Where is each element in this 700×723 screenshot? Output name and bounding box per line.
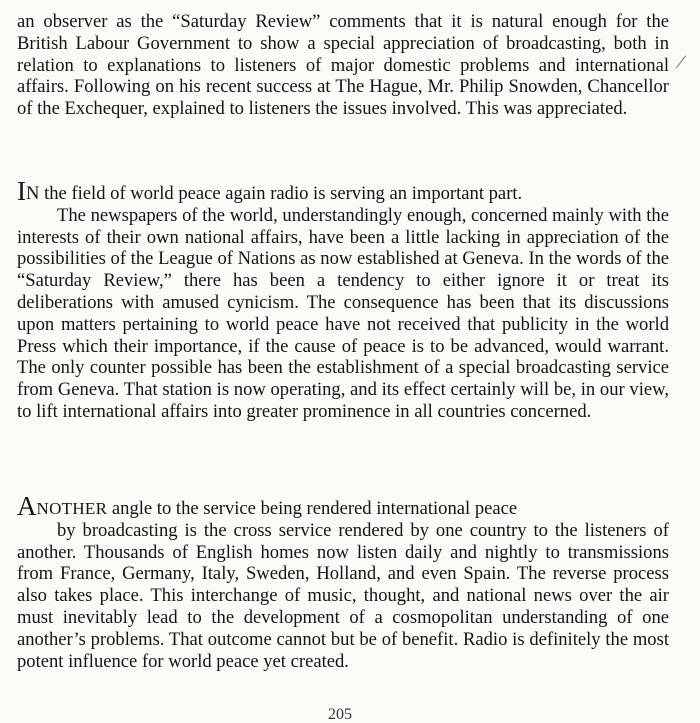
first-word-rest: N [26, 183, 40, 204]
paragraph-cross-service [17, 491, 669, 672]
paragraph-3-text: by broadcasting is the cross service rendered by one country to the listeners of another. Thousands of English homes now listen daily and nightly to transmissions from France, Germany, Italy, Sweden, Holland, and even Spain. The reverse process also takes place. This interchange of music, thought, and national news over the air must inevitably lead to the development of a cosmopolitan understanding of one another’s problems. That outcome cannot but be of benefit. Radio is definitely the most potent influence for world peace yet created. [17, 519, 669, 672]
paragraph-3-lead: angle to the service being rendered international peace [107, 498, 518, 519]
first-word-rest: NOTHER [36, 499, 108, 518]
paragraph-world-peace [17, 176, 669, 423]
drop-letter: A [17, 491, 37, 521]
page-number: 205 [328, 706, 352, 723]
paragraph-2-lead: the field of world peace again radio is serving an important part. [39, 183, 523, 204]
paragraph-saturday-review [17, 11, 669, 120]
paragraph-2-text: The newspapers of the world, understandingly enough, concerned mainly with the interests of their own national affairs, have been a little lacking in appreciation of the possibilities of the League of Nations as now established at Geneva. In the words of the “Saturday Review,” there has been a tendency to either ignore it or treat its deliberations with amused cynicism. The consequence has been that its discussions upon matters pertaining to world peace have not received that publicity in the world Press which their importance, if the cause of peace is to be advanced, would warrant. The only counter possible has been the establishment of a special broadcasting service from Geneva. That station is now operating, and its effect certainly will be, in our view, to lift international affairs into greater prominence in all countries concerned. [17, 204, 669, 422]
drop-letter: I [17, 176, 26, 206]
paragraph-1-text: an observer as the “Saturday Review” comments that it is natural enough for the British Labour Government to show a special appreciation of broadcasting, both in relation to explanations to listeners of major domestic problems and international affairs. Following on his recent success at The Hague, Mr. Philip Snowden, Chancellor of the Exchequer, explained to listeners the issues involved. This was appreciated. [17, 11, 669, 120]
margin-pencil-mark: / [674, 48, 688, 75]
